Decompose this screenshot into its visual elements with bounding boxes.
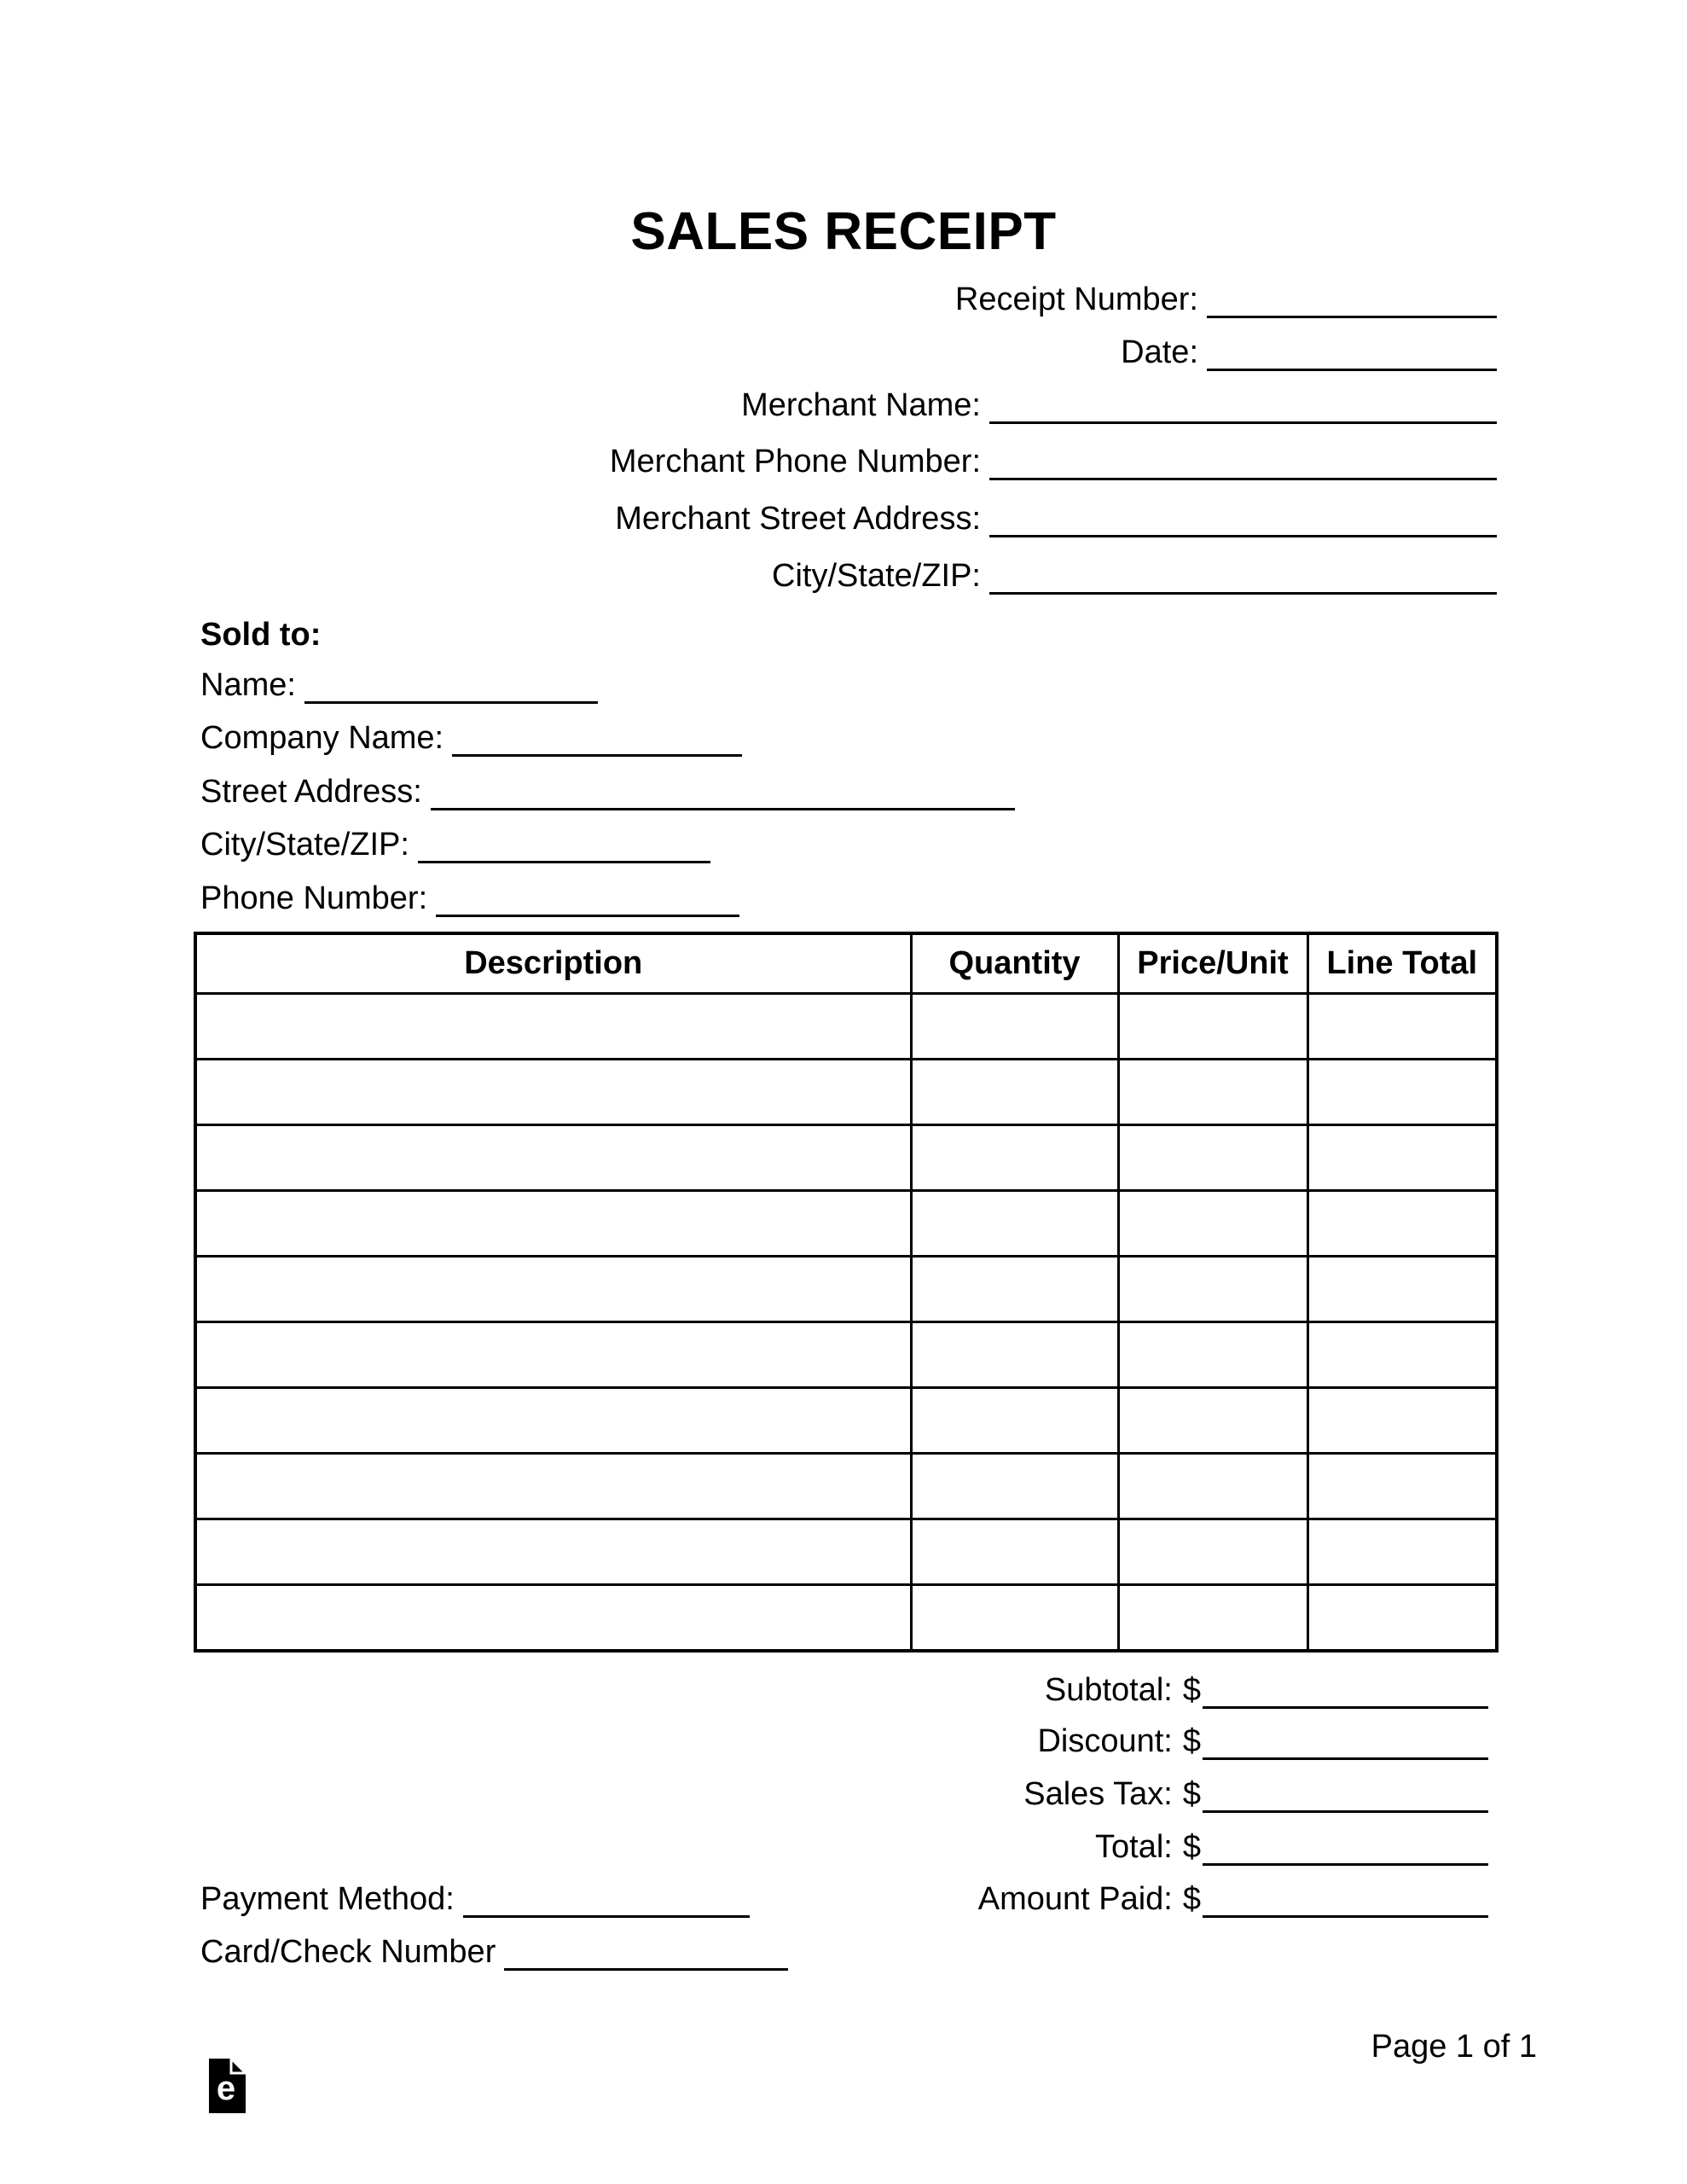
- buyer-city-state-zip-row: [200, 824, 710, 863]
- table-row: [195, 1125, 1497, 1191]
- table-row: [195, 1454, 1497, 1519]
- payment-method-label: Payment Method:: [200, 1881, 455, 1917]
- card-check-number-label: Card/Check Number: [200, 1934, 496, 1970]
- price-unit-cell[interactable]: [1118, 1388, 1307, 1454]
- description-cell[interactable]: [195, 1519, 911, 1585]
- page-title: SALES RECEIPT: [630, 202, 1057, 261]
- amount-paid-currency-symbol: $: [1182, 1881, 1201, 1917]
- description-cell[interactable]: [195, 1585, 911, 1652]
- buyer-city-state-zip-label: City/State/ZIP:: [200, 827, 409, 863]
- price-unit-cell[interactable]: [1118, 994, 1307, 1060]
- price-unit-cell[interactable]: [1118, 1519, 1307, 1585]
- price-unit-cell[interactable]: [1118, 1191, 1307, 1257]
- total-label: Total:: [1095, 1829, 1173, 1865]
- table-row: [195, 1060, 1497, 1125]
- card-check-number-field[interactable]: [504, 1929, 788, 1971]
- date-label: Date:: [1121, 334, 1198, 370]
- receipt-number-field[interactable]: [1207, 276, 1497, 318]
- total-row: [1095, 1827, 1488, 1866]
- receipt-number-row: [955, 279, 1497, 318]
- buyer-company-field[interactable]: [452, 715, 742, 757]
- description-cell[interactable]: [195, 1125, 911, 1191]
- line-total-cell[interactable]: [1307, 1322, 1497, 1388]
- buyer-street-row: [200, 771, 1015, 810]
- table-row: [195, 994, 1497, 1060]
- amount-paid-label: Amount Paid:: [977, 1881, 1173, 1917]
- description-cell[interactable]: [195, 1257, 911, 1322]
- amount-paid-field[interactable]: [1203, 1876, 1488, 1918]
- merchant-street-label: Merchant Street Address:: [615, 501, 981, 537]
- items-table-body: [195, 994, 1497, 1652]
- subtotal-row: [1045, 1670, 1488, 1709]
- line-total-cell[interactable]: [1307, 1388, 1497, 1454]
- merchant-name-field[interactable]: [989, 382, 1497, 424]
- line-total-cell[interactable]: [1307, 1519, 1497, 1585]
- merchant-city-state-zip-label: City/State/ZIP:: [772, 558, 981, 594]
- description-cell[interactable]: [195, 1454, 911, 1519]
- date-field[interactable]: [1207, 329, 1497, 371]
- description-cell[interactable]: [195, 1322, 911, 1388]
- table-row: [195, 1322, 1497, 1388]
- merchant-street-row: [615, 498, 1497, 537]
- price-unit-column-header: Price/Unit: [1118, 933, 1307, 994]
- quantity-cell[interactable]: [911, 1519, 1118, 1585]
- line-total-cell[interactable]: [1307, 994, 1497, 1060]
- price-unit-cell[interactable]: [1118, 1257, 1307, 1322]
- payment-method-field[interactable]: [463, 1876, 750, 1918]
- price-unit-cell[interactable]: [1118, 1322, 1307, 1388]
- amount-paid-row: [978, 1879, 1488, 1918]
- quantity-cell[interactable]: [911, 1257, 1118, 1322]
- description-cell[interactable]: [195, 1388, 911, 1454]
- line-total-cell[interactable]: [1307, 1585, 1497, 1652]
- quantity-cell[interactable]: [911, 1060, 1118, 1125]
- line-total-cell[interactable]: [1307, 1454, 1497, 1519]
- merchant-name-label: Merchant Name:: [741, 387, 981, 423]
- merchant-city-state-zip-field[interactable]: [989, 553, 1497, 595]
- page-indicator: Page 1 of 1: [1371, 2029, 1537, 2065]
- buyer-street-field[interactable]: [431, 769, 1015, 810]
- discount-currency-symbol: $: [1182, 1723, 1201, 1759]
- table-row: [195, 1257, 1497, 1322]
- line-total-cell[interactable]: [1307, 1060, 1497, 1125]
- buyer-phone-field[interactable]: [436, 875, 739, 917]
- eforms-logo: [209, 2059, 246, 2113]
- price-unit-cell[interactable]: [1118, 1060, 1307, 1125]
- buyer-name-row: [200, 665, 598, 704]
- total-currency-symbol: $: [1182, 1829, 1201, 1865]
- merchant-city-state-zip-row: [772, 555, 1497, 595]
- sales-tax-label: Sales Tax:: [1023, 1776, 1173, 1812]
- line-total-column-header: Line Total: [1307, 933, 1497, 994]
- subtotal-currency-symbol: $: [1182, 1672, 1201, 1708]
- subtotal-label: Subtotal:: [1044, 1672, 1173, 1708]
- items-table: [194, 932, 1499, 1653]
- buyer-company-label: Company Name:: [200, 720, 444, 756]
- discount-label: Discount:: [1037, 1723, 1173, 1759]
- subtotal-field[interactable]: [1203, 1667, 1488, 1709]
- price-unit-cell[interactable]: [1118, 1454, 1307, 1519]
- description-column-header: Description: [195, 933, 911, 994]
- quantity-cell[interactable]: [911, 1585, 1118, 1652]
- buyer-name-label: Name:: [200, 667, 296, 703]
- quantity-cell[interactable]: [911, 994, 1118, 1060]
- buyer-phone-row: [200, 878, 739, 917]
- merchant-phone-label: Merchant Phone Number:: [609, 444, 981, 479]
- merchant-street-field[interactable]: [989, 496, 1497, 537]
- merchant-name-row: [741, 385, 1497, 424]
- quantity-column-header: Quantity: [911, 933, 1118, 994]
- line-total-cell[interactable]: [1307, 1257, 1497, 1322]
- quantity-cell[interactable]: [911, 1191, 1118, 1257]
- buyer-phone-label: Phone Number:: [200, 880, 428, 916]
- discount-row: [1037, 1721, 1488, 1760]
- quantity-cell[interactable]: [911, 1388, 1118, 1454]
- logo-letter: e: [216, 2070, 236, 2107]
- line-total-cell[interactable]: [1307, 1125, 1497, 1191]
- buyer-city-state-zip-field[interactable]: [418, 822, 710, 863]
- card-check-number-row: [200, 1931, 788, 1971]
- description-cell[interactable]: [195, 994, 911, 1060]
- price-unit-cell[interactable]: [1118, 1125, 1307, 1191]
- price-unit-cell[interactable]: [1118, 1585, 1307, 1652]
- discount-field[interactable]: [1203, 1718, 1488, 1760]
- items-table-header-row: [195, 933, 1497, 994]
- total-field[interactable]: [1203, 1824, 1488, 1866]
- merchant-phone-row: [610, 441, 1497, 480]
- sold-to-heading: Sold to:: [200, 617, 322, 653]
- table-row: [195, 1388, 1497, 1454]
- table-row: [195, 1585, 1497, 1652]
- line-total-cell[interactable]: [1307, 1191, 1497, 1257]
- table-row: [195, 1191, 1497, 1257]
- buyer-name-field[interactable]: [304, 662, 598, 704]
- quantity-cell[interactable]: [911, 1322, 1118, 1388]
- description-cell[interactable]: [195, 1191, 911, 1257]
- quantity-cell[interactable]: [911, 1125, 1118, 1191]
- payment-method-row: [200, 1879, 750, 1918]
- sales-tax-currency-symbol: $: [1182, 1776, 1201, 1812]
- quantity-cell[interactable]: [911, 1454, 1118, 1519]
- table-row: [195, 1519, 1497, 1585]
- merchant-phone-field[interactable]: [989, 439, 1497, 480]
- receipt-number-label: Receipt Number:: [954, 282, 1198, 317]
- date-row: [1121, 332, 1497, 371]
- buyer-street-label: Street Address:: [200, 774, 422, 810]
- description-cell[interactable]: [195, 1060, 911, 1125]
- sales-tax-field[interactable]: [1203, 1771, 1488, 1813]
- buyer-company-row: [200, 717, 742, 757]
- sales-tax-row: [1023, 1774, 1488, 1813]
